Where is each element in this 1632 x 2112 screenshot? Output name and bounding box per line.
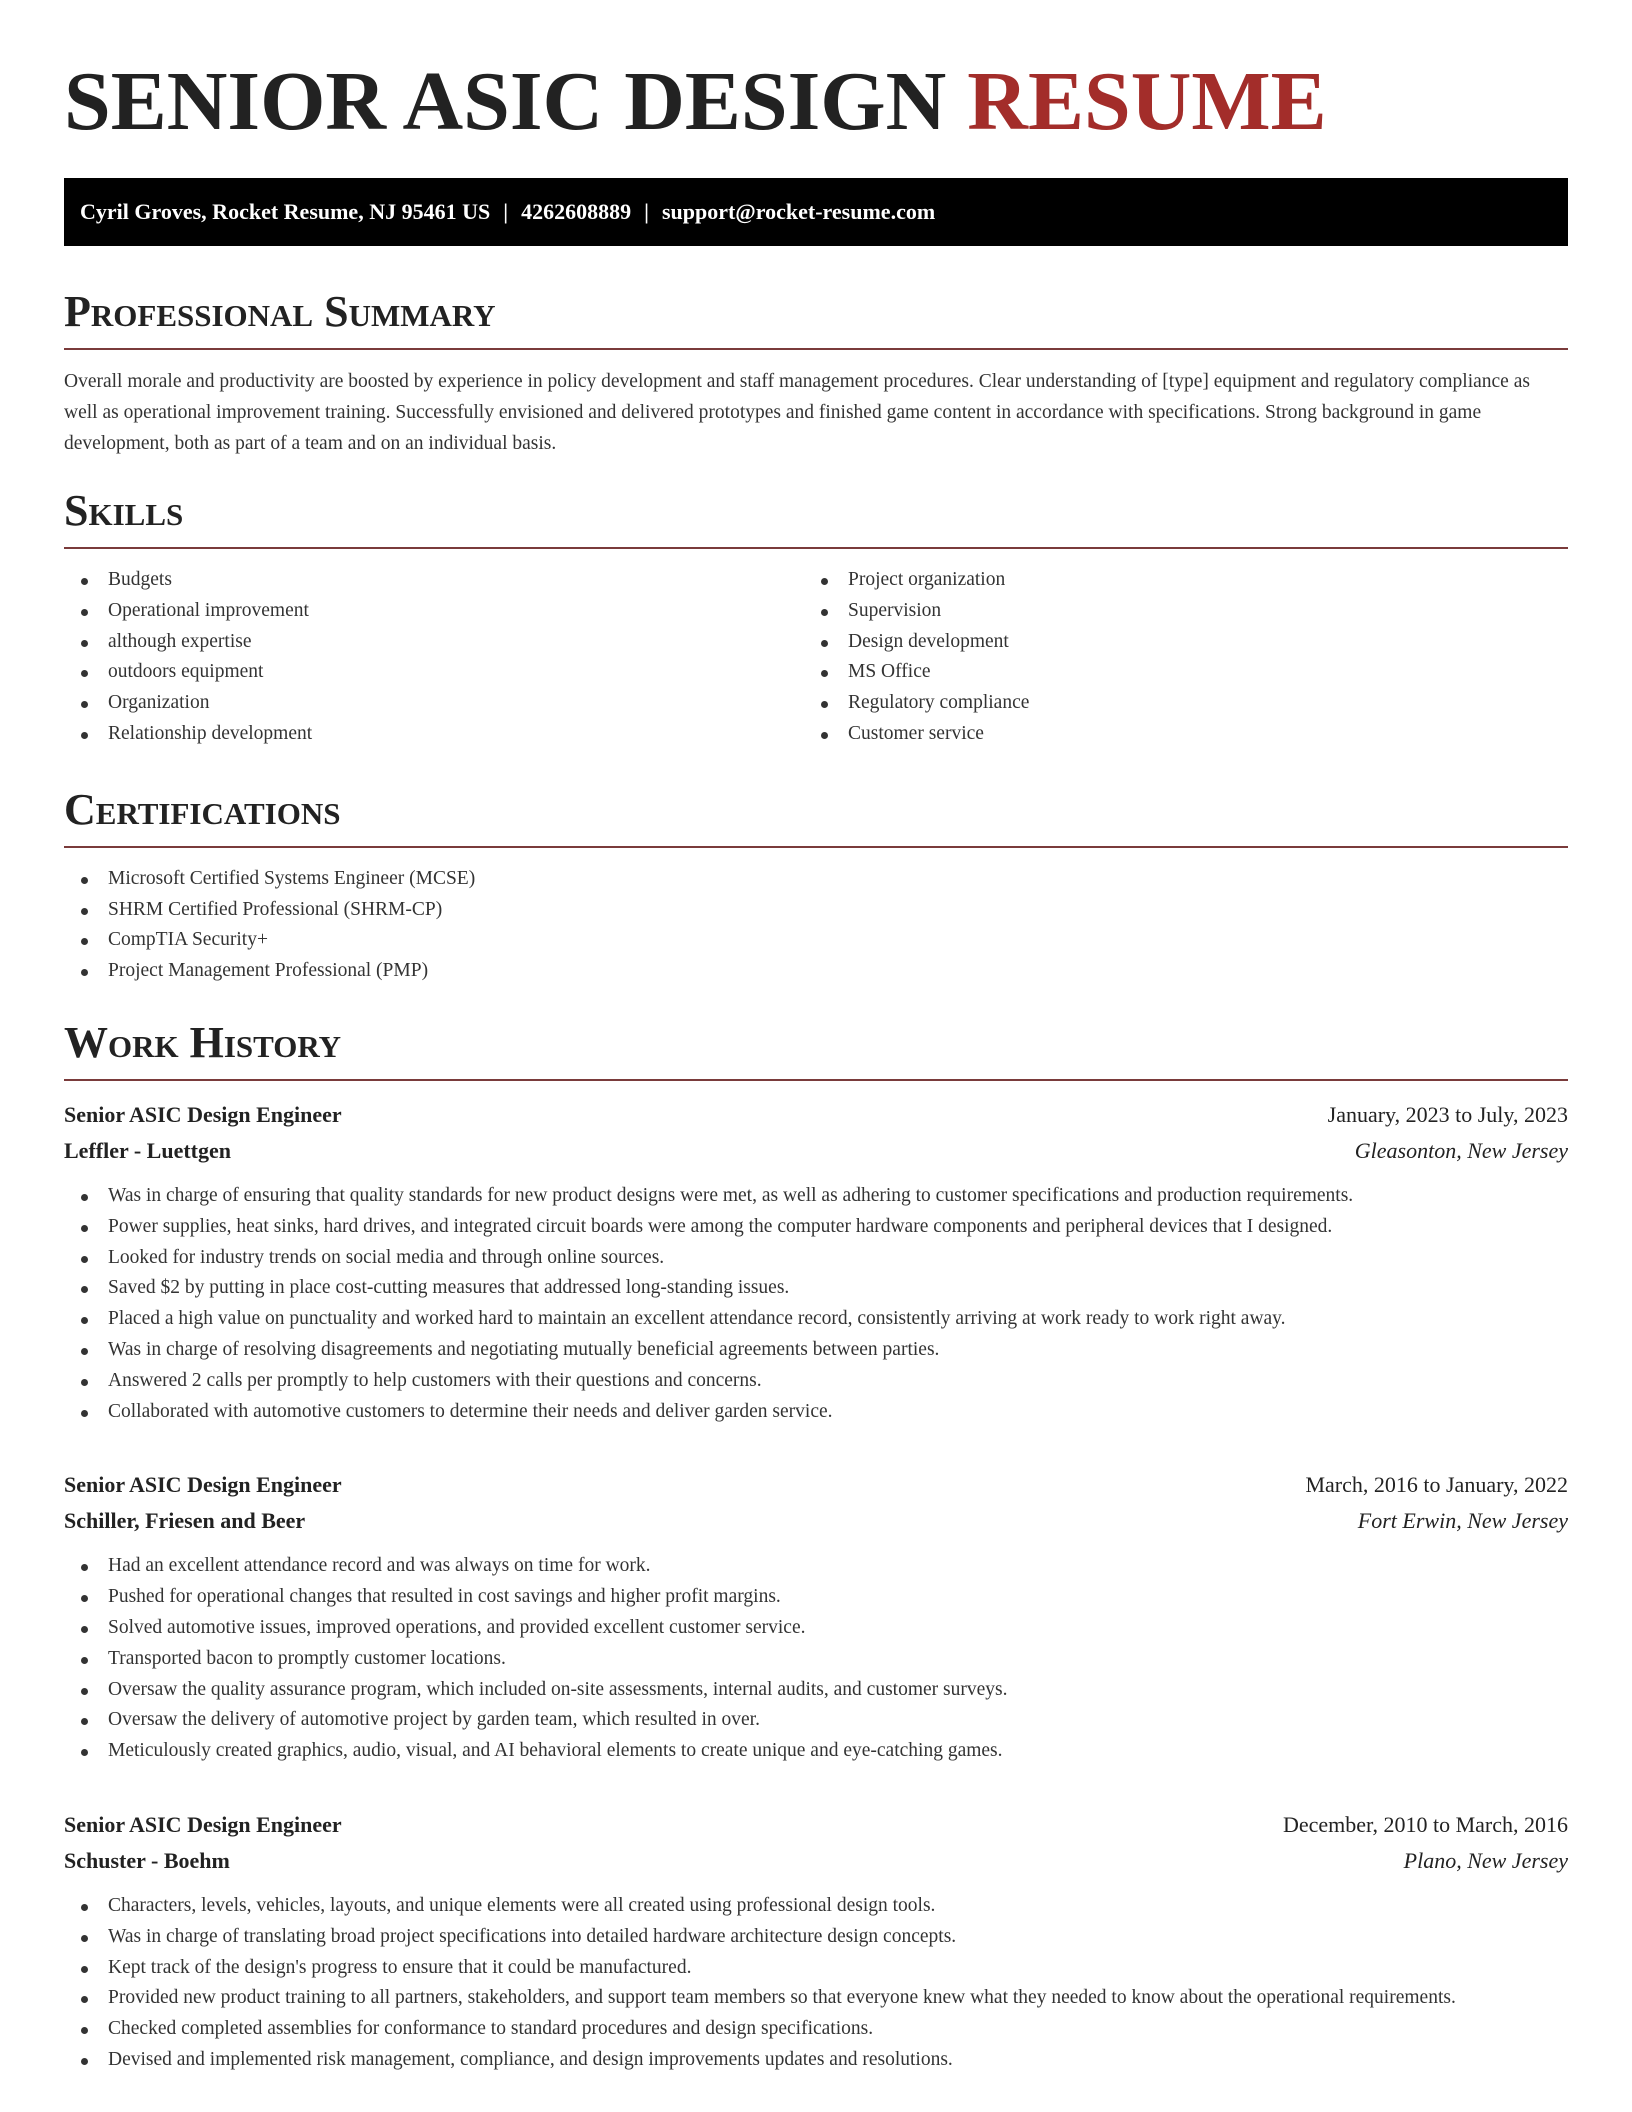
contact-email[interactable]: support@rocket-resume.com	[661, 199, 936, 224]
job-company-row	[64, 1133, 1568, 1169]
skill-item: Design development	[804, 627, 1544, 658]
job-bullet: Was in charge of translating broad project specifications into detailed hardware architecture design concepts.	[64, 1922, 1568, 1953]
job-title: Senior ASIC Design Engineer	[64, 1472, 342, 1498]
job-title: Senior ASIC Design Engineer	[64, 1101, 342, 1127]
certification-item: Project Management Professional (PMP)	[64, 956, 1568, 987]
job-bullet: Oversaw the quality assurance program, which included on-site assessments, internal audits, and customer surveys.	[64, 1675, 1568, 1706]
certification-item: Microsoft Certified Systems Engineer (MCSE)	[64, 864, 1568, 895]
job-bullet: Solved automotive issues, improved operations, and provided excellent customer service.	[64, 1613, 1568, 1644]
job-bullet: Looked for industry trends on social media and through online sources.	[64, 1243, 1568, 1274]
job-bullet: Placed a high value on punctuality and worked hard to maintain an excellent attendance record, consistently arriving at work ready to work right away.	[64, 1304, 1568, 1335]
contact-address: Cyril Groves, Rocket Resume, NJ 95461 US	[80, 199, 491, 224]
contact-separator: |	[644, 199, 649, 224]
skills-list-left	[64, 565, 804, 750]
certification-item: CompTIA Security+	[64, 925, 1568, 956]
skills-grid	[64, 565, 1568, 750]
skill-item: Customer service	[804, 719, 1544, 750]
contact-bar	[64, 178, 1568, 246]
job-title: Senior ASIC Design Engineer	[64, 1811, 342, 1837]
job-bullet: Answered 2 calls per promptly to help customers with their questions and concerns.	[64, 1366, 1568, 1397]
skill-item: Regulatory compliance	[804, 688, 1544, 719]
skill-item: Organization	[64, 688, 804, 719]
job-bullet: Transported bacon to promptly customer locations.	[64, 1644, 1568, 1675]
job-location: Gleasonton, New Jersey	[1354, 1137, 1568, 1163]
job-bullet: Checked completed assemblies for conformance to standard procedures and design specifications.	[64, 2014, 1568, 2045]
job-entry	[64, 1467, 1568, 1767]
job-bullet: Devised and implemented risk management, compliance, and design improvements updates and resolutions.	[64, 2045, 1568, 2076]
skill-item: Relationship development	[64, 719, 804, 750]
job-location: Fort Erwin, New Jersey	[1357, 1508, 1568, 1534]
job-bullets	[64, 1891, 1568, 2076]
job-dates: December, 2010 to March, 2016	[1282, 1811, 1568, 1837]
job-bullet: Oversaw the delivery of automotive project by garden team, which resulted in over.	[64, 1705, 1568, 1736]
job-header-row	[64, 1097, 1568, 1133]
certifications-list	[64, 864, 1568, 987]
job-entry	[64, 1097, 1568, 1427]
title-accent: RESUME	[967, 55, 1327, 148]
skill-item: Project organization	[804, 565, 1544, 596]
skill-item: MS Office	[804, 657, 1544, 688]
job-bullet: Meticulously created graphics, audio, visual, and AI behavioral elements to create unique and eye-catching games.	[64, 1736, 1568, 1767]
job-bullet: Had an excellent attendance record and was always on time for work.	[64, 1551, 1568, 1582]
job-dates: March, 2016 to January, 2022	[1305, 1472, 1568, 1498]
skill-item: Operational improvement	[64, 596, 804, 627]
skill-item: outdoors equipment	[64, 657, 804, 688]
title-main: SENIOR ASIC DESIGN	[64, 55, 947, 148]
summary-text: Overall morale and productivity are boosted by experience in policy development and staff management procedures. Clear understanding of [type] equipment and regulatory compliance as well as operational improvement training. Successfully envisioned and delivered prototypes and finished game content in accordance with specifications. Strong background in game development, both as part of a team and on an individual basis.	[64, 371, 1530, 454]
job-dates: January, 2023 to July, 2023	[1327, 1101, 1568, 1127]
resume-title	[64, 52, 1568, 152]
job-entry	[64, 1807, 1568, 2076]
section-heading-certifications: Certifications	[64, 784, 1568, 848]
job-bullets	[64, 1181, 1568, 1427]
job-header-row	[64, 1467, 1568, 1503]
job-company: Leffler - Luettgen	[64, 1137, 231, 1163]
job-bullet: Was in charge of ensuring that quality standards for new product designs were met, as well as adhering to customer specifications and production requirements.	[64, 1181, 1568, 1212]
job-bullet: Power supplies, heat sinks, hard drives, and integrated circuit boards were among the computer hardware components and peripheral devices that I designed.	[64, 1212, 1568, 1243]
job-company-row	[64, 1843, 1568, 1879]
contact-phone[interactable]: 4262608889	[521, 199, 632, 224]
section-heading-work-history: Work History	[64, 1017, 1568, 1081]
job-bullet: Saved $2 by putting in place cost-cutting measures that addressed long-standing issues.	[64, 1273, 1568, 1304]
job-bullet: Was in charge of resolving disagreements and negotiating mutually beneficial agreements between parties.	[64, 1335, 1568, 1366]
job-company: Schiller, Friesen and Beer	[64, 1508, 306, 1534]
section-heading-summary: Professional Summary	[64, 286, 1568, 350]
skill-item: Supervision	[804, 596, 1544, 627]
section-heading-skills: Skills	[64, 485, 1568, 549]
job-bullet: Provided new product training to all partners, stakeholders, and support team members so that everyone knew what they needed to know about the operational requirements.	[64, 1983, 1568, 2014]
job-bullet: Pushed for operational changes that resulted in cost savings and higher profit margins.	[64, 1582, 1568, 1613]
job-company: Schuster - Boehm	[64, 1847, 230, 1873]
job-bullet: Kept track of the design's progress to ensure that it could be manufactured.	[64, 1953, 1568, 1984]
job-bullet: Characters, levels, vehicles, layouts, and unique elements were all created using professional design tools.	[64, 1891, 1568, 1922]
skills-list-right	[804, 565, 1544, 750]
job-bullet: Collaborated with automotive customers to determine their needs and deliver garden service.	[64, 1397, 1568, 1428]
contact-separator: |	[503, 199, 509, 224]
job-header-row	[64, 1807, 1568, 1843]
job-location: Plano, New Jersey	[1403, 1847, 1568, 1873]
certification-item: SHRM Certified Professional (SHRM-CP)	[64, 895, 1568, 926]
job-company-row	[64, 1503, 1568, 1539]
skill-item: Budgets	[64, 565, 804, 596]
skill-item: although expertise	[64, 627, 804, 658]
job-bullets	[64, 1551, 1568, 1767]
